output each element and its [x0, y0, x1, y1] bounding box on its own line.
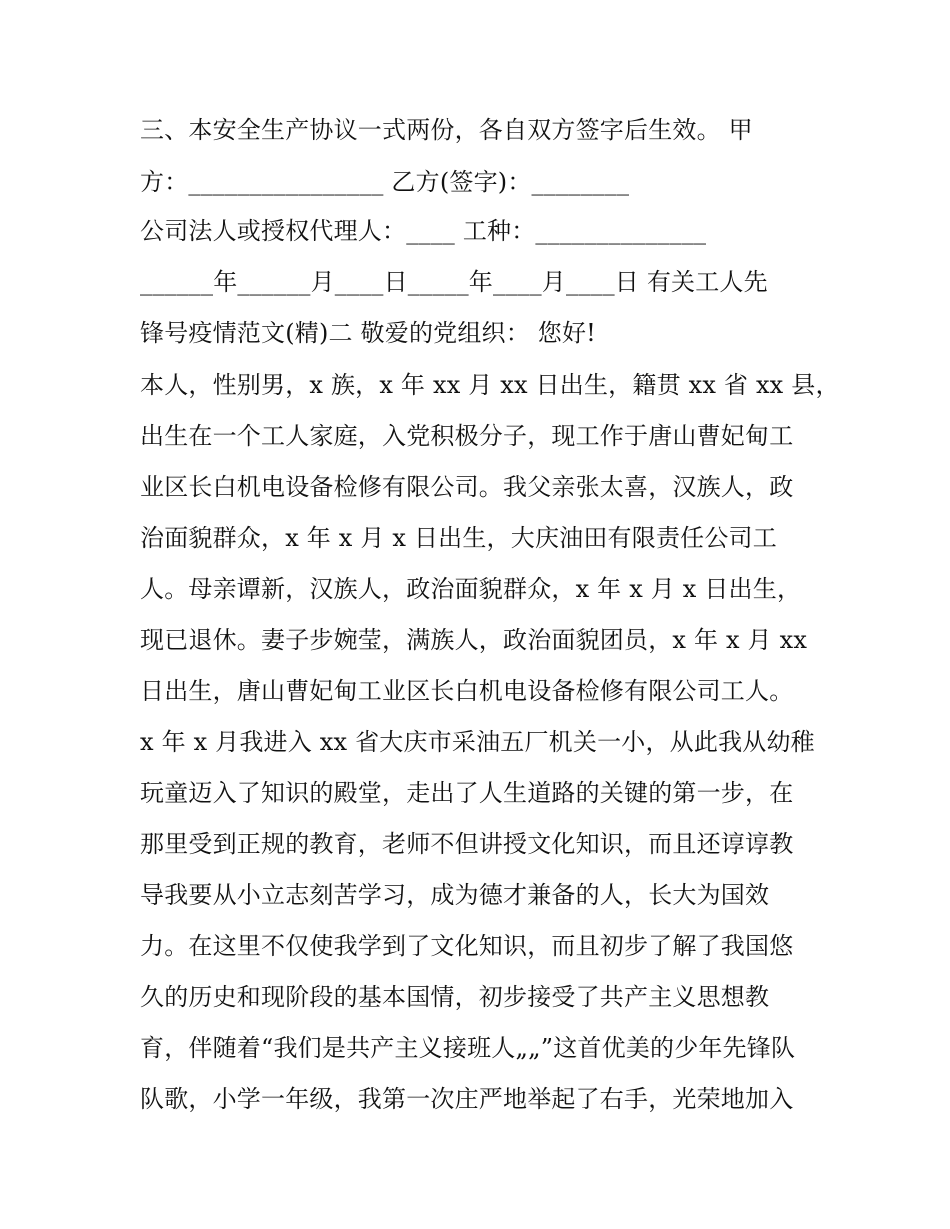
text-line: 锋号疫情范文(精)二 敬爱的党组织： 您好!	[140, 319, 597, 347]
text-line: 本人，性别男，x 族，x 年 xx 月 xx 日出生，籍贯 xx 省 xx 县，	[140, 371, 840, 399]
text-line: 出生在一个工人家庭，入党积极分子，现工作于唐山曹妃甸工	[140, 422, 794, 450]
text-line: 日出生，唐山曹妃甸工业区长白机电设备检修有限公司工人。	[140, 677, 794, 705]
text-line: 育，伴随着“我们是共产主义接班人„„”这首优美的少年先锋队	[140, 1034, 796, 1062]
text-line: 队歌，小学一年级，我第一次庄严地举起了右手，光荣地加入	[140, 1085, 794, 1113]
text-line: 现已退休。妻子步婉莹，满族人，政治面貌团员，x 年 x 月 xx	[140, 626, 808, 654]
text-line: 公司法人或授权代理人：____ 工种：______________	[140, 217, 707, 245]
text-line: ______年______月____日_____年____月____日 有关工人先	[140, 268, 768, 296]
text-line: 玩童迈入了知识的殿堂，走出了人生道路的关键的第一步，在	[140, 779, 794, 807]
text-line: 力。在这里不仅使我学到了文化知识，而且初步了解了我国悠	[140, 932, 794, 960]
text-line: 三、本安全生产协议一式两份，各自双方签字后生效。 甲	[140, 116, 753, 144]
text-line: 久的历史和现阶段的基本国情，初步接受了共产主义思想教	[140, 983, 770, 1011]
text-line: x 年 x 月我进入 xx 省大庆市采油五厂机关一小，从此我从幼稚	[140, 728, 815, 756]
text-line: 人。母亲谭新，汉族人，政治面貌群众，x 年 x 月 x 日出生，	[140, 575, 802, 603]
text-line: 方：________________ 乙方(签字)：________	[140, 168, 630, 196]
text-line: 业区长白机电设备检修有限公司。我父亲张太喜，汉族人，政	[140, 473, 794, 501]
text-line: 导我要从小立志刻苦学习，成为德才兼备的人，长大为国效	[140, 881, 770, 909]
text-line: 那里受到正规的教育，老师不但讲授文化知识，而且还谆谆教	[140, 830, 794, 858]
text-line: 治面貌群众，x 年 x 月 x 日出生，大庆油田有限责任公司工	[140, 524, 777, 552]
